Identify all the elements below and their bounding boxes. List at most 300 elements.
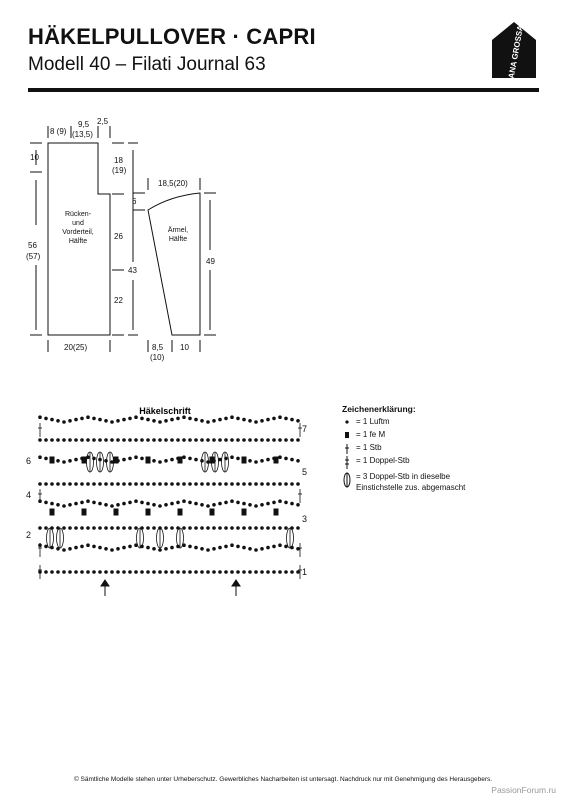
dim-text: (19)	[112, 166, 127, 175]
sc-block	[114, 509, 118, 515]
chain-dot	[141, 457, 144, 460]
chain-dot	[159, 461, 162, 464]
chain-dot	[105, 571, 108, 574]
chain-dot	[51, 483, 54, 486]
chain-dot	[285, 457, 288, 460]
chain-dot	[123, 418, 126, 421]
chain-dot	[261, 571, 264, 574]
chain-dot	[279, 416, 282, 419]
chain-dot	[267, 527, 270, 530]
chain-dot	[249, 504, 252, 507]
chain-dot	[147, 571, 150, 574]
chain-dot	[273, 571, 276, 574]
row-number: 6	[26, 456, 32, 466]
chain-dot	[285, 501, 288, 504]
chain-dot	[231, 439, 234, 442]
chain-dot	[129, 571, 132, 574]
chain-dot	[39, 483, 42, 486]
chain-dot	[69, 504, 72, 507]
chain-dot	[111, 527, 114, 530]
dim-text: 10	[30, 153, 39, 162]
chain-dot	[75, 502, 78, 505]
chain-dot	[249, 527, 252, 530]
chain-dot	[63, 439, 66, 442]
chain-dot	[225, 501, 228, 504]
chain-dot	[63, 421, 66, 424]
chain-dot	[243, 502, 246, 505]
chain-dot	[63, 505, 66, 508]
chain-dot	[237, 545, 240, 548]
chain-dot	[231, 571, 234, 574]
chain-dot	[291, 418, 294, 421]
chain-dot	[87, 544, 90, 547]
chain-dot	[57, 420, 60, 423]
chain-dot	[153, 527, 156, 530]
legend-text: = 1 Stb	[356, 443, 382, 452]
chain-dot	[159, 505, 162, 508]
chain-dot	[267, 546, 270, 549]
chain-dot	[249, 483, 252, 486]
panel-label: Rücken-	[64, 211, 92, 218]
chain-dot	[207, 439, 210, 442]
chain-dot	[63, 527, 66, 530]
chain-dot	[237, 417, 240, 420]
sc-block	[178, 457, 182, 463]
chain-dot	[45, 501, 48, 504]
chain-dot	[75, 483, 78, 486]
chain-dot	[93, 571, 96, 574]
sleeve-label: Ärmel,	[167, 227, 189, 234]
chain-dot	[231, 500, 234, 503]
chain-dot	[141, 417, 144, 420]
chain-dot	[135, 500, 138, 503]
chain-dot	[171, 483, 174, 486]
chain-dot	[45, 439, 48, 442]
chain-dot	[69, 420, 72, 423]
chain-dot	[135, 456, 138, 459]
chain-dot	[189, 439, 192, 442]
chain-dot	[201, 571, 204, 574]
chain-dot	[99, 546, 102, 549]
chain-dot	[165, 504, 168, 507]
chain-dot	[285, 417, 288, 420]
chain-dot	[87, 571, 90, 574]
chain-dot	[255, 461, 258, 464]
dim-text: 2,5	[97, 117, 109, 126]
chain-dot	[63, 461, 66, 464]
chain-dot	[135, 416, 138, 419]
chain-dot	[219, 458, 222, 461]
chain-dot	[165, 460, 168, 463]
chain-dot	[261, 420, 264, 423]
chain-dot	[51, 439, 54, 442]
dim-text: 49	[206, 257, 215, 266]
chain-dot	[189, 417, 192, 420]
legend-item	[342, 456, 465, 468]
chain-dot	[117, 571, 120, 574]
sleeve-outline	[148, 193, 200, 335]
doppel-stb-icon	[342, 456, 356, 472]
chain-dot	[117, 504, 120, 507]
schematic-diagram	[0, 0, 566, 380]
chain-dot	[231, 456, 234, 459]
chain-dot	[165, 420, 168, 423]
chain-dot	[243, 527, 246, 530]
legend-item	[342, 417, 465, 429]
chain-dot	[255, 483, 258, 486]
chain-dot	[213, 439, 216, 442]
chain-dot	[207, 421, 210, 424]
legend-item	[342, 443, 465, 455]
chain-dot	[129, 545, 132, 548]
chain-dot	[81, 527, 84, 530]
chain-dot	[87, 500, 90, 503]
panel-label: und	[72, 220, 84, 227]
chain-dot	[135, 439, 138, 442]
chain-dot	[141, 483, 144, 486]
chain-dot	[57, 504, 60, 507]
chain-dot	[243, 546, 246, 549]
stb-icon	[342, 443, 356, 457]
footer-copyright: © Sämtliche Modelle stehen unter Urheberschutz. Gewerbliches Nacharbeiten ist untersagt. Nachdruck nur mit Genehmigung des Herausgebers.	[73, 776, 493, 783]
chain-dot	[81, 571, 84, 574]
chain-dot	[75, 458, 78, 461]
chain-dot	[279, 500, 282, 503]
dim-text: 9,5	[78, 120, 90, 129]
chain-dot	[87, 527, 90, 530]
chain-dot	[267, 571, 270, 574]
chain-dot	[279, 456, 282, 459]
chain-dot	[57, 571, 60, 574]
chain-dot	[147, 483, 150, 486]
chain-dot	[255, 527, 258, 530]
chain-dot	[45, 417, 48, 420]
chain-dot	[105, 420, 108, 423]
chain-dot	[51, 502, 54, 505]
chain-dot	[129, 483, 132, 486]
chain-dot	[255, 549, 258, 552]
chain-dot	[45, 457, 48, 460]
chain-dot	[291, 502, 294, 505]
chain-dot	[165, 439, 168, 442]
sc-block	[82, 457, 86, 463]
chain-dot	[207, 571, 210, 574]
chain-dot	[261, 548, 264, 551]
chain-dot	[75, 546, 78, 549]
chain-dot	[45, 527, 48, 530]
chain-dot	[135, 483, 138, 486]
chain-dot	[225, 439, 228, 442]
chain-dot	[189, 571, 192, 574]
row-number: 5	[302, 467, 308, 477]
chain-dot	[93, 439, 96, 442]
chain-dot	[297, 420, 300, 423]
chain-dot	[87, 416, 90, 419]
sc-block	[114, 457, 118, 463]
chain-dot	[111, 571, 114, 574]
chain-dot	[105, 548, 108, 551]
sc-block	[274, 509, 278, 515]
chain-dot	[165, 483, 168, 486]
chain-dot	[195, 458, 198, 461]
chain-dot	[249, 571, 252, 574]
chain-dot	[153, 439, 156, 442]
chain-dot	[63, 549, 66, 552]
chain-dot	[141, 571, 144, 574]
chain-dot	[195, 439, 198, 442]
arrow-icon	[232, 580, 240, 586]
logo-text: LANA GROSSA	[505, 24, 526, 80]
chain-dot	[261, 527, 264, 530]
chart-title: Häkelschrift	[139, 406, 191, 416]
legend-text: = 3 Doppel-Stb in dieselbe	[356, 472, 451, 481]
chain-dot	[165, 527, 168, 530]
panel-label: Hälfte	[68, 238, 88, 245]
dot-icon	[342, 417, 356, 429]
page-title: HÄKELPULLOVER · CAPRI	[28, 24, 316, 49]
chain-dot	[57, 460, 60, 463]
chain-dot	[219, 439, 222, 442]
chain-dot	[117, 439, 120, 442]
chain-dot	[177, 439, 180, 442]
chain-dot	[297, 527, 300, 530]
chain-dot	[135, 527, 138, 530]
chain-dot	[183, 571, 186, 574]
chain-dot	[243, 439, 246, 442]
chain-dot	[225, 417, 228, 420]
chain-dot	[273, 417, 276, 420]
chain-dot	[123, 527, 126, 530]
chain-dot	[183, 500, 186, 503]
chain-dot	[195, 418, 198, 421]
chain-dot	[273, 439, 276, 442]
chain-dot	[261, 460, 264, 463]
chain-dot	[255, 421, 258, 424]
chain-dot	[189, 501, 192, 504]
chain-dot	[183, 456, 186, 459]
chain-dot	[99, 483, 102, 486]
chain-dot	[201, 439, 204, 442]
chain-dot	[171, 458, 174, 461]
chain-dot	[195, 571, 198, 574]
dim-text: 18	[114, 156, 123, 165]
chain-dot	[255, 505, 258, 508]
chain-dot	[219, 571, 222, 574]
chain-dot	[213, 548, 216, 551]
chain-dot	[195, 483, 198, 486]
chain-dot	[297, 483, 300, 486]
chain-dot	[123, 571, 126, 574]
chain-dot	[135, 571, 138, 574]
chain-dot	[183, 439, 186, 442]
chain-dot	[159, 571, 162, 574]
sc-block	[242, 509, 246, 515]
chain-dot	[123, 483, 126, 486]
dim-text: 20(25)	[64, 343, 88, 352]
chain-dot	[39, 456, 42, 459]
dim-text: 18,5(20)	[158, 179, 188, 188]
chain-dot	[129, 527, 132, 530]
chain-dot	[177, 417, 180, 420]
dim-text: 8,5	[152, 343, 164, 352]
chain-dot	[69, 439, 72, 442]
chain-dot	[195, 502, 198, 505]
chain-dot	[213, 420, 216, 423]
chain-dot	[207, 461, 210, 464]
chain-dot	[183, 483, 186, 486]
chain-dot	[237, 483, 240, 486]
chain-dot	[105, 483, 108, 486]
chain-dot	[75, 418, 78, 421]
chain-dot	[273, 483, 276, 486]
chain-dot	[45, 571, 48, 574]
chain-dot	[93, 417, 96, 420]
chain-dot	[243, 418, 246, 421]
chain-dot	[153, 483, 156, 486]
chain-dot	[213, 483, 216, 486]
chain-dot	[69, 548, 72, 551]
chain-dot	[237, 571, 240, 574]
chain-dot	[207, 549, 210, 552]
legend-text: = 1 Doppel-Stb	[356, 456, 410, 465]
square-icon	[342, 430, 356, 442]
chain-dot	[171, 527, 174, 530]
sc-block	[210, 509, 214, 515]
chain-dot	[267, 502, 270, 505]
chain-dot	[231, 483, 234, 486]
legend-text: = 1 Luftm	[356, 417, 390, 426]
sc-block	[146, 457, 150, 463]
legend-text: Einstichstelle zus. abgemascht	[356, 483, 466, 492]
chain-dot	[225, 571, 228, 574]
chain-dot	[147, 418, 150, 421]
chain-dot	[201, 420, 204, 423]
chain-dot	[87, 483, 90, 486]
chain-dot	[291, 571, 294, 574]
chain-dot	[171, 439, 174, 442]
dim-text: (10)	[150, 353, 165, 362]
chain-dot	[189, 527, 192, 530]
sc-block	[178, 509, 182, 515]
chain-dot	[213, 504, 216, 507]
legend	[342, 404, 465, 496]
chain-dot	[285, 571, 288, 574]
row-number: 4	[26, 490, 32, 500]
chain-dot	[243, 483, 246, 486]
dim-text: (57)	[26, 252, 41, 261]
chain-dot	[57, 483, 60, 486]
chain-dot	[219, 546, 222, 549]
chain-dot	[141, 439, 144, 442]
sc-block	[242, 457, 246, 463]
chain-dot	[189, 545, 192, 548]
chain-dot	[297, 460, 300, 463]
row-number: 3	[302, 514, 308, 524]
chain-dot	[105, 504, 108, 507]
chain-dot	[201, 483, 204, 486]
chain-dot	[153, 504, 156, 507]
chain-dot	[81, 483, 84, 486]
chain-dot	[129, 501, 132, 504]
chain-dot	[75, 439, 78, 442]
chain-dot	[249, 548, 252, 551]
chain-dot	[63, 483, 66, 486]
chain-dot	[189, 457, 192, 460]
chain-dot	[45, 545, 48, 548]
chain-dot	[249, 439, 252, 442]
chain-dot	[81, 545, 84, 548]
chain-dot	[273, 545, 276, 548]
chain-dot	[39, 439, 42, 442]
chain-dot	[81, 417, 84, 420]
arrow-icon	[101, 580, 109, 586]
chain-dot	[297, 571, 300, 574]
chain-dot	[267, 439, 270, 442]
legend-title: Zeichenerklärung:	[342, 404, 416, 414]
chain-dot	[297, 504, 300, 507]
chain-dot	[261, 483, 264, 486]
legend-text: = 1 fe M	[356, 430, 386, 439]
chain-dot	[225, 527, 228, 530]
chain-dot	[231, 416, 234, 419]
chain-dot	[111, 439, 114, 442]
chain-dot	[165, 548, 168, 551]
chain-dot	[297, 439, 300, 442]
legend-item	[342, 483, 465, 495]
row-number: 7	[302, 424, 308, 434]
chain-dot	[279, 527, 282, 530]
chain-dot	[171, 571, 174, 574]
chain-dot	[171, 502, 174, 505]
chain-dot	[45, 483, 48, 486]
chain-dot	[171, 418, 174, 421]
chain-dot	[219, 502, 222, 505]
chain-dot	[87, 439, 90, 442]
chain-dot	[243, 571, 246, 574]
chain-dot	[129, 457, 132, 460]
dim-text: 26	[114, 232, 123, 241]
legend-item	[342, 472, 465, 482]
chain-dot	[177, 571, 180, 574]
dim-text: 6	[132, 197, 137, 206]
chain-dot	[267, 418, 270, 421]
chain-dot	[261, 504, 264, 507]
sc-block	[50, 457, 54, 463]
chain-dot	[153, 420, 156, 423]
chain-dot	[219, 527, 222, 530]
chain-dot	[177, 483, 180, 486]
chain-dot	[249, 460, 252, 463]
chain-dot	[69, 571, 72, 574]
chain-dot	[207, 505, 210, 508]
chain-dot	[279, 544, 282, 547]
chain-dot	[117, 527, 120, 530]
chain-dot	[111, 421, 114, 424]
sc-block	[50, 509, 54, 515]
chain-dot	[291, 458, 294, 461]
chain-dot	[147, 502, 150, 505]
dim-text: 10	[180, 343, 189, 352]
dim-text: 22	[114, 296, 123, 305]
dim-text: 43	[128, 266, 137, 275]
chain-dot	[219, 483, 222, 486]
chain-dot	[69, 460, 72, 463]
chain-dot	[57, 439, 60, 442]
chain-dot	[279, 483, 282, 486]
chain-dot	[159, 549, 162, 552]
chain-dot	[75, 527, 78, 530]
chain-dot	[51, 571, 54, 574]
